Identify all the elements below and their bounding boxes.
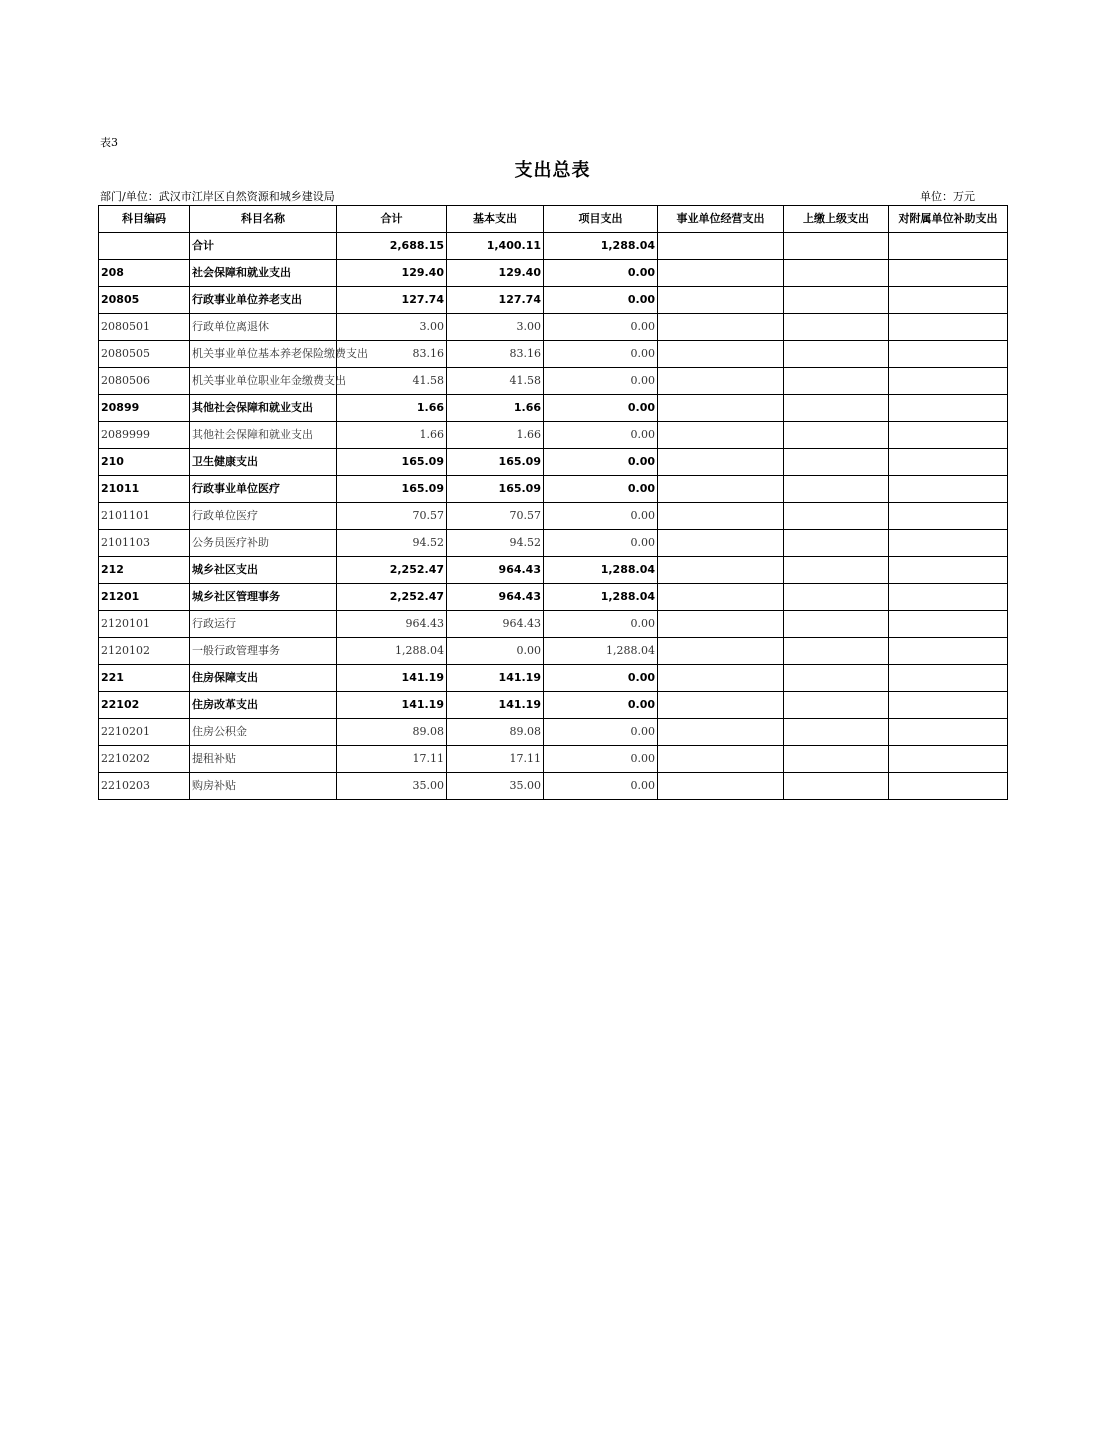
unit-label: 单位：万元	[920, 190, 975, 203]
col-header-remit: 上缴上级支出	[784, 206, 889, 233]
cell-total: 2,252.47	[337, 557, 447, 584]
cell-name: 社会保障和就业支出	[190, 260, 337, 287]
cell-total: 1,288.04	[337, 638, 447, 665]
cell-subsidy	[889, 665, 1008, 692]
page-title: 支出总表	[514, 160, 591, 181]
cell-subsidy	[889, 314, 1008, 341]
table-row	[99, 368, 1008, 395]
cell-name: 住房公积金	[190, 719, 337, 746]
cell-basic: 94.52	[447, 530, 544, 557]
cell-code: 2080501	[99, 314, 190, 341]
cell-business	[658, 611, 784, 638]
cell-code: 21201	[99, 584, 190, 611]
cell-code: 210	[99, 449, 190, 476]
cell-remit	[784, 287, 889, 314]
table-row	[99, 719, 1008, 746]
cell-business	[658, 773, 784, 800]
cell-total: 70.57	[337, 503, 447, 530]
cell-project: 0.00	[544, 314, 658, 341]
cell-name: 一般行政管理事务	[190, 638, 337, 665]
cell-remit	[784, 260, 889, 287]
table-row	[99, 233, 1008, 260]
table-row	[99, 746, 1008, 773]
cell-remit	[784, 611, 889, 638]
cell-name: 提租补贴	[190, 746, 337, 773]
cell-project: 0.00	[544, 746, 658, 773]
cell-business	[658, 395, 784, 422]
expenditure-table	[98, 205, 1008, 800]
table-row	[99, 557, 1008, 584]
cell-business	[658, 557, 784, 584]
cell-code: 2210203	[99, 773, 190, 800]
cell-business	[658, 692, 784, 719]
cell-project: 1,288.04	[544, 233, 658, 260]
cell-subsidy	[889, 260, 1008, 287]
cell-subsidy	[889, 557, 1008, 584]
cell-code: 2089999	[99, 422, 190, 449]
cell-basic: 165.09	[447, 449, 544, 476]
cell-total: 2,688.15	[337, 233, 447, 260]
cell-remit	[784, 530, 889, 557]
cell-project: 1,288.04	[544, 584, 658, 611]
table-row	[99, 395, 1008, 422]
cell-business	[658, 746, 784, 773]
cell-name: 行政运行	[190, 611, 337, 638]
cell-basic: 89.08	[447, 719, 544, 746]
cell-code: 21011	[99, 476, 190, 503]
cell-code: 2101101	[99, 503, 190, 530]
cell-subsidy	[889, 287, 1008, 314]
cell-code: 20899	[99, 395, 190, 422]
cell-code	[99, 233, 190, 260]
cell-project: 0.00	[544, 503, 658, 530]
cell-subsidy	[889, 746, 1008, 773]
cell-remit	[784, 395, 889, 422]
cell-remit	[784, 233, 889, 260]
cell-total: 964.43	[337, 611, 447, 638]
cell-subsidy	[889, 692, 1008, 719]
cell-total: 94.52	[337, 530, 447, 557]
cell-business	[658, 368, 784, 395]
cell-subsidy	[889, 611, 1008, 638]
col-header-business: 事业单位经营支出	[658, 206, 784, 233]
cell-code: 208	[99, 260, 190, 287]
cell-remit	[784, 719, 889, 746]
cell-code: 2120102	[99, 638, 190, 665]
cell-name: 购房补贴	[190, 773, 337, 800]
cell-project: 0.00	[544, 530, 658, 557]
cell-project: 1,288.04	[544, 638, 658, 665]
cell-total: 1.66	[337, 395, 447, 422]
cell-total: 83.16	[337, 341, 447, 368]
cell-name: 合计	[190, 233, 337, 260]
cell-code: 221	[99, 665, 190, 692]
cell-total: 89.08	[337, 719, 447, 746]
cell-name: 行政事业单位医疗	[190, 476, 337, 503]
cell-project: 0.00	[544, 395, 658, 422]
cell-total: 127.74	[337, 287, 447, 314]
cell-basic: 141.19	[447, 692, 544, 719]
cell-code: 2120101	[99, 611, 190, 638]
cell-business	[658, 287, 784, 314]
cell-project: 0.00	[544, 260, 658, 287]
cell-business	[658, 260, 784, 287]
cell-basic: 70.57	[447, 503, 544, 530]
cell-subsidy	[889, 503, 1008, 530]
cell-name: 住房改革支出	[190, 692, 337, 719]
cell-total: 141.19	[337, 665, 447, 692]
cell-business	[658, 530, 784, 557]
cell-basic: 165.09	[447, 476, 544, 503]
cell-remit	[784, 746, 889, 773]
table-row	[99, 449, 1008, 476]
cell-basic: 17.11	[447, 746, 544, 773]
cell-subsidy	[889, 368, 1008, 395]
cell-code: 22102	[99, 692, 190, 719]
cell-code: 20805	[99, 287, 190, 314]
cell-basic: 1.66	[447, 422, 544, 449]
table-body	[99, 233, 1008, 800]
table-row	[99, 638, 1008, 665]
table-row	[99, 422, 1008, 449]
cell-total: 165.09	[337, 476, 447, 503]
table-row	[99, 530, 1008, 557]
cell-code: 2080506	[99, 368, 190, 395]
cell-total: 129.40	[337, 260, 447, 287]
cell-remit	[784, 557, 889, 584]
cell-name: 其他社会保障和就业支出	[190, 395, 337, 422]
cell-total: 3.00	[337, 314, 447, 341]
cell-basic: 3.00	[447, 314, 544, 341]
table-number-label: 表3	[100, 136, 118, 149]
cell-project: 0.00	[544, 341, 658, 368]
col-header-total: 合计	[337, 206, 447, 233]
cell-subsidy	[889, 395, 1008, 422]
cell-total: 35.00	[337, 773, 447, 800]
cell-basic: 964.43	[447, 557, 544, 584]
table-row	[99, 260, 1008, 287]
cell-subsidy	[889, 584, 1008, 611]
cell-business	[658, 314, 784, 341]
cell-subsidy	[889, 341, 1008, 368]
cell-project: 0.00	[544, 368, 658, 395]
cell-basic: 0.00	[447, 638, 544, 665]
cell-basic: 127.74	[447, 287, 544, 314]
cell-basic: 1,400.11	[447, 233, 544, 260]
cell-code: 2080505	[99, 341, 190, 368]
cell-remit	[784, 692, 889, 719]
cell-project: 1,288.04	[544, 557, 658, 584]
cell-total: 17.11	[337, 746, 447, 773]
col-header-project: 项目支出	[544, 206, 658, 233]
cell-basic: 41.58	[447, 368, 544, 395]
table-row	[99, 476, 1008, 503]
table-row	[99, 341, 1008, 368]
cell-business	[658, 341, 784, 368]
cell-business	[658, 476, 784, 503]
cell-project: 0.00	[544, 449, 658, 476]
table-row	[99, 503, 1008, 530]
cell-subsidy	[889, 773, 1008, 800]
cell-basic: 83.16	[447, 341, 544, 368]
cell-basic: 129.40	[447, 260, 544, 287]
cell-remit	[784, 368, 889, 395]
table-row	[99, 584, 1008, 611]
cell-business	[658, 638, 784, 665]
cell-basic: 35.00	[447, 773, 544, 800]
table-row	[99, 773, 1008, 800]
cell-total: 2,252.47	[337, 584, 447, 611]
cell-remit	[784, 503, 889, 530]
cell-name: 行政单位医疗	[190, 503, 337, 530]
cell-project: 0.00	[544, 422, 658, 449]
cell-business	[658, 503, 784, 530]
col-header-code: 科目编码	[99, 206, 190, 233]
cell-subsidy	[889, 422, 1008, 449]
cell-remit	[784, 638, 889, 665]
cell-remit	[784, 584, 889, 611]
cell-remit	[784, 314, 889, 341]
cell-name: 其他社会保障和就业支出	[190, 422, 337, 449]
cell-project: 0.00	[544, 287, 658, 314]
cell-total: 1.66	[337, 422, 447, 449]
cell-total: 41.58	[337, 368, 447, 395]
cell-code: 212	[99, 557, 190, 584]
cell-total: 141.19	[337, 692, 447, 719]
cell-code: 2210201	[99, 719, 190, 746]
cell-project: 0.00	[544, 476, 658, 503]
department-label: 部门/单位：武汉市江岸区自然资源和城乡建设局	[100, 190, 335, 203]
col-header-name: 科目名称	[190, 206, 337, 233]
cell-subsidy	[889, 638, 1008, 665]
cell-subsidy	[889, 476, 1008, 503]
cell-subsidy	[889, 719, 1008, 746]
cell-subsidy	[889, 233, 1008, 260]
cell-name: 住房保障支出	[190, 665, 337, 692]
cell-project: 0.00	[544, 773, 658, 800]
table-header-row	[99, 206, 1008, 233]
cell-name: 城乡社区支出	[190, 557, 337, 584]
table-row	[99, 287, 1008, 314]
table-row	[99, 665, 1008, 692]
cell-remit	[784, 422, 889, 449]
cell-subsidy	[889, 449, 1008, 476]
table-row	[99, 692, 1008, 719]
cell-business	[658, 665, 784, 692]
cell-project: 0.00	[544, 692, 658, 719]
cell-basic: 964.43	[447, 584, 544, 611]
col-header-basic: 基本支出	[447, 206, 544, 233]
cell-project: 0.00	[544, 719, 658, 746]
col-header-subsidy: 对附属单位补助支出	[889, 206, 1008, 233]
cell-business	[658, 719, 784, 746]
cell-basic: 141.19	[447, 665, 544, 692]
cell-code: 2210202	[99, 746, 190, 773]
cell-business	[658, 233, 784, 260]
cell-name: 行政单位离退休	[190, 314, 337, 341]
cell-remit	[784, 773, 889, 800]
table-row	[99, 314, 1008, 341]
cell-business	[658, 422, 784, 449]
cell-project: 0.00	[544, 665, 658, 692]
cell-name: 城乡社区管理事务	[190, 584, 337, 611]
cell-remit	[784, 665, 889, 692]
cell-name: 机关事业单位基本养老保险缴费支出	[190, 341, 337, 368]
cell-project: 0.00	[544, 611, 658, 638]
cell-name: 行政事业单位养老支出	[190, 287, 337, 314]
cell-code: 2101103	[99, 530, 190, 557]
cell-business	[658, 449, 784, 476]
cell-business	[658, 584, 784, 611]
cell-basic: 1.66	[447, 395, 544, 422]
cell-total: 165.09	[337, 449, 447, 476]
cell-remit	[784, 476, 889, 503]
cell-subsidy	[889, 530, 1008, 557]
cell-remit	[784, 449, 889, 476]
cell-name: 卫生健康支出	[190, 449, 337, 476]
cell-remit	[784, 341, 889, 368]
cell-name: 机关事业单位职业年金缴费支出	[190, 368, 337, 395]
cell-name: 公务员医疗补助	[190, 530, 337, 557]
table-row	[99, 611, 1008, 638]
cell-basic: 964.43	[447, 611, 544, 638]
